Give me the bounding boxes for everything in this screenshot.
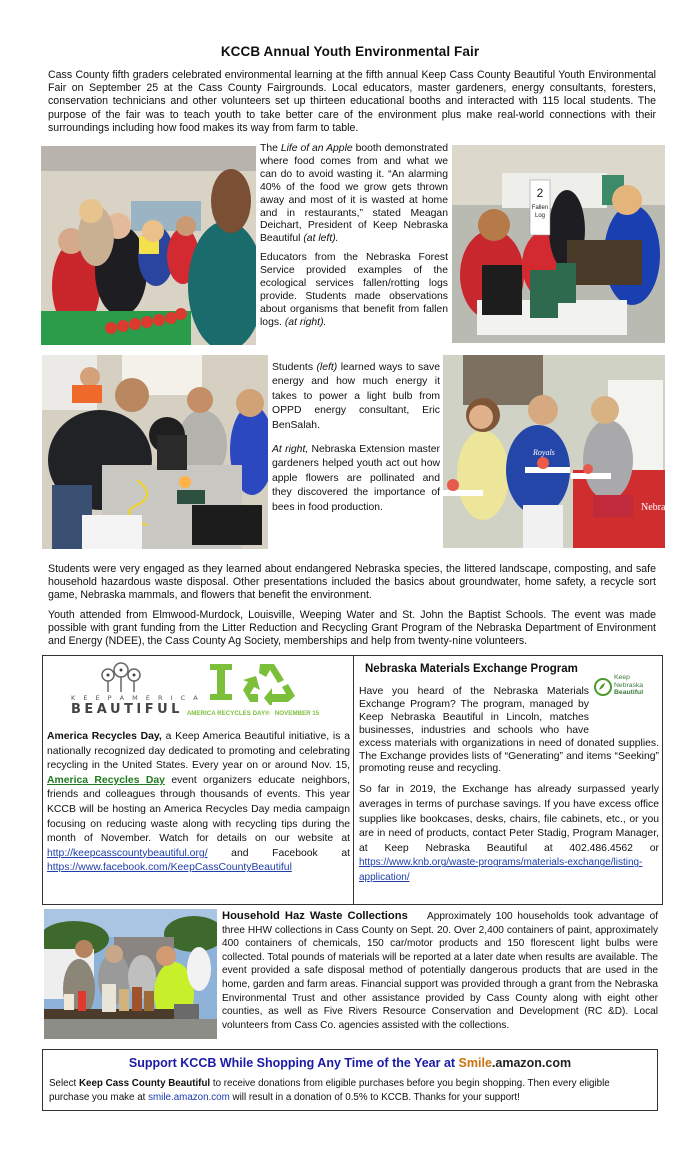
america-recycles-day-logo: AMERICA RECYCLES DAY® NOVEMBER 15 (183, 660, 323, 717)
caption-at-left: (at left). (303, 233, 339, 245)
photo-master-gardeners (443, 355, 665, 548)
trees-icon (96, 662, 146, 692)
intro-text: Cass County fifth graders celebrated environmental learning at the fifth annual Keep Cass County Beautiful Youth Environmental Fair on September 25 at the Cass County Fairgrounds. Local educators, master gardeners, energy consultants, foresters, conservation technicians and other volunteers set up thirteen educational booths and interacted with 115 local students. The purpose of the fair was to teach youth to take better care of the environment plus make real-world connections with their surroundings including how food makes its way from farm to table. (48, 69, 656, 134)
smile-amazon-link[interactable]: smile.amazon.com (148, 1092, 230, 1103)
svg-text:Nebra: Nebra (641, 502, 665, 513)
america-recycles-text: America Recycles Day, a Keep America Beautiful initiative, is a nationally recognized day dedicated to promoting and celebrating recycling in the United States. Every year on or around Nov. 15, America Recycles Day event organizers educate neighbors, friends and colleagues through thousands of events. This year KCCB will be hosting an America Recycles Day media campaign focusing on reducing waste along with recycling tips during the month of November. Watch for details on our website at http://keepcasscountybeautiful.org/ and Facebook at https://www.facebook.com/KeepCassCountyBeautiful (47, 731, 350, 874)
svg-text:Royals: Royals (533, 448, 555, 457)
article-title: KCCB Annual Youth Environmental Fair (220, 44, 480, 59)
exchange-paragraph-1: Have you heard of the Nebraska Materials Exchange Program? The program, managed by Keep Nebraska Beautiful in Lincoln, matches businesses, industries and schools who have excess materials with organizations in need of donated supplies. The Exchange provides lists of “Generating” and items “Seeking” promoting reuse and recycling. (359, 686, 659, 775)
keep-america-beautiful-logo: K E E P A M E R I C A BEAUTIFUL (71, 662, 171, 717)
recycle-icon (198, 660, 308, 705)
engaged-paragraph: Students were very engaged as they learned about endangered Nebraska species, the littered landscape, composting, and safe household hazardous waste disposal. Other presentations included the basics about groundwater, home safety, a recycle sort game, Nebraska mammals, and flowers that benefit the environment. (48, 563, 656, 602)
amazon-smile-box (42, 1049, 658, 1111)
facebook-link[interactable]: https://www.facebook.com/KeepCassCountyBeautiful (47, 862, 292, 874)
hhw-text: Approximately 100 households took advantage of three HHW collections in Cass County on Sept. 20. Over 2,400 containers of paint, approximately 400 containers of chemicals, 150 car/motor products and 150 florescent light bulbs were collected. Total pounds of materials will be reported at a later date when results are available. The event provided a safe disposal method of potentially dangerous products that are used in the home, garden and farm areas. Financial support was provided through a grant from the Nebraska Environmental Trust and other assistance provided by Cass County along with eight other counties, as well as Five Rivers Resource Conservation and Development (RC &D). Local volunteers from Cass Co. agencies assisted with the collections. (222, 911, 659, 1031)
america-recycles-day-link[interactable]: America Recycles Day (47, 774, 165, 786)
logs-paragraph: Educators from the Nebraska Forest Service provided examples of the ecological services fallen/rotting logs provide. Students made observations about organisms that benefit from fallen logs. (at right). (260, 252, 448, 328)
energy-paragraph: Students (left) learned ways to save energy and how much energy it takes to power a light bulb from OPPD energy consultant, Eric BenSalah. (272, 362, 441, 431)
materials-exchange-box (353, 655, 663, 905)
log-sign-number: 2 (536, 186, 544, 200)
apple-paragraph: The Life of an Apple booth demonstrated where food comes from and what we can do to avoid wasting it. “An alarming 40% of the food we grow gets thrown away and most of it is wasted at home and in restaurants,” stated Meagan Deichart, President of Keep Nebraska Beautiful (at left). (260, 143, 449, 245)
amazon-heading: Support KCCB While Shopping Any Time of the Year at Smile.amazon.com (128, 1056, 572, 1070)
photo-fallen-logs (452, 145, 665, 343)
knb-listing-link[interactable]: https://www.knb.org/waste-programs/materials-exchange/listing-application/ (359, 857, 643, 883)
gardeners-paragraph: At right, Nebraska Extension master gardeners helped youth act out how apple flowers are pollinated and they discovered the importance of bees in food production. (272, 444, 440, 513)
booth-name: Life of an Apple (280, 143, 353, 154)
energy-gardeners-text (272, 361, 440, 521)
intro-paragraph (48, 69, 656, 141)
exchange-text (359, 686, 659, 892)
youth-paragraph: Youth attended from Elmwood-Murdock, Louisville, Weeping Water and St. John the Baptist Schools. The event was made possible with grant funding from the Litter Reduction and Recycling Grant Program of the Nebraska Department of Environment and Energy (NDEE), the Cass County Ag Society, memberships and help from twenty-nine volunteers. (48, 608, 656, 648)
amazon-text: Select Keep Cass County Beautiful to receive donations from eligible purchases before you begin shopping. Then every eligible purchase you make at smile.amazon.com will result in a donation of 0.5% to KCCB. Thanks for your support! (49, 1078, 610, 1103)
exchange-heading: Nebraska Materials Exchange Program (365, 663, 578, 675)
hhw-section (222, 910, 658, 1038)
hhw-heading: Household Haz Waste Collections (222, 910, 408, 922)
exchange-paragraph-2: So far in 2019, the Exchange has already surpassed yearly averages in terms of purchase savings. If you have excess office supplies like bookcases, desks, chairs, file cabinets, etc., or you are in need of products, contact Peter Stadig, Program Manager, at Keep Nebraska Beautiful at 402.486.4562 or https://www.knb.org/waste-programs/materials-exchange/listing-application/ (359, 784, 659, 883)
photo-apple-booth (41, 146, 256, 345)
svg-text:Fallen: Fallen (531, 205, 549, 211)
keep-nebraska-beautiful-logo: Keep Nebraska Beautiful (594, 674, 658, 714)
svg-text:Log: Log (534, 213, 546, 219)
caption-at-right: (at right). (284, 316, 327, 328)
america-recycles-day-box (42, 655, 354, 905)
photo-hhw-collection (44, 909, 217, 1039)
kccb-website-link[interactable]: http://keepcasscountybeautiful.org/ (47, 847, 208, 859)
photo-energy-generator (42, 355, 268, 549)
summary-paragraphs (48, 563, 656, 654)
apple-logs-text (260, 143, 448, 336)
